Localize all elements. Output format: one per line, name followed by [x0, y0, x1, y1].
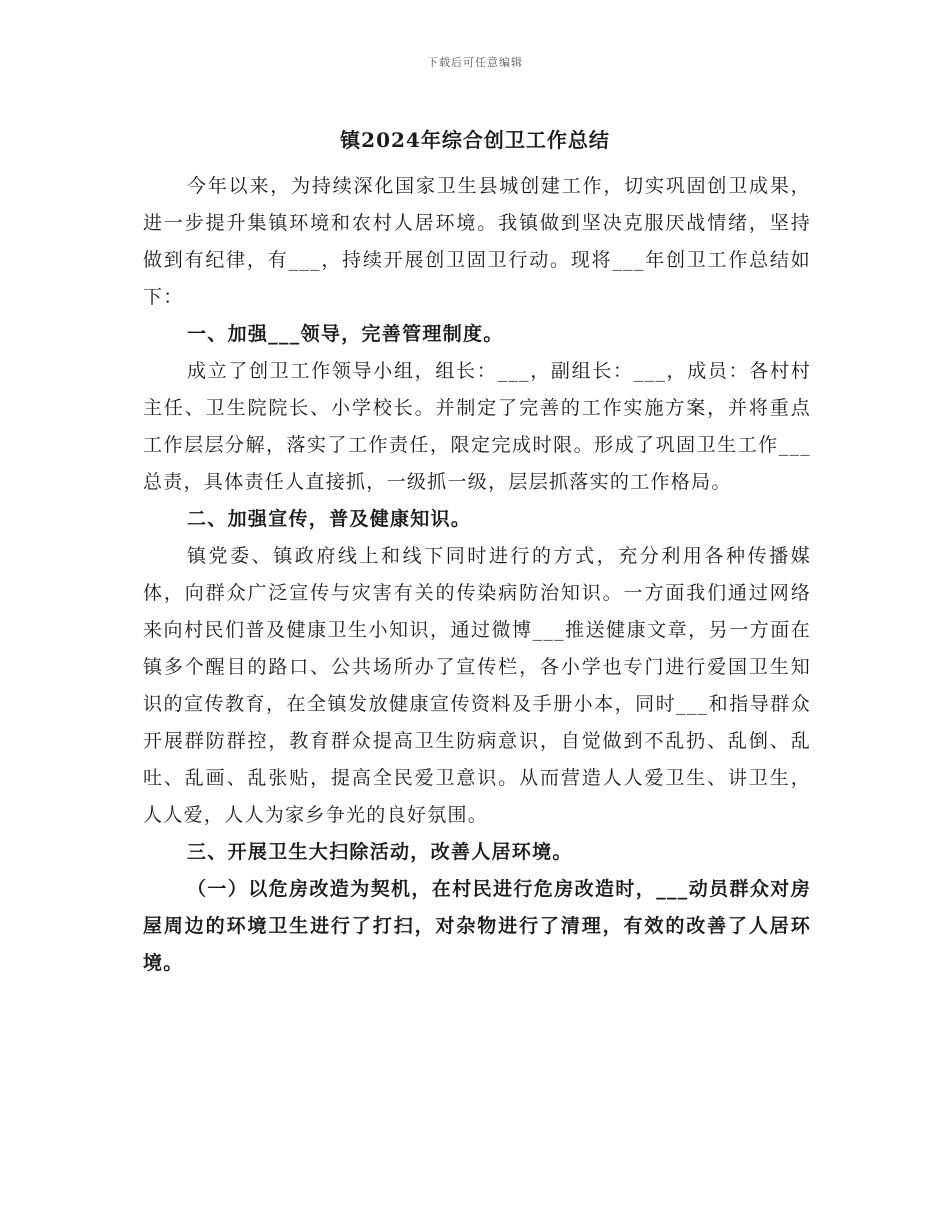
paragraph-leadership: 成立了创卫工作领导小组，组长：___，副组长：___，成员：各村村主任、卫生院院长、小学校长。并制定了完善的工作实施方案，并将重点工作层层分解，落实了工作责任，限定完成时限。形成了巩固卫生工作___总责，具体责任人直接抓，一级抓一级，层层抓落实的工作格局。 — [143, 360, 811, 493]
section-heading-1: 一、加强___领导，完善管理制度。 — [187, 323, 504, 345]
document-title: 镇2024年综合创卫工作总结 — [340, 128, 610, 152]
paragraph-intro: 今年以来，为持续深化国家卫生县城创建工作，切实巩固创卫成果，进一步提升集镇环境和农村人居环境。我镇做到坚决克服厌战情绪，坚持做到有纪律，有___，持续开展创卫固卫行动。现将___年创卫工作总结如下： — [143, 175, 811, 308]
paragraph-subsection-1: （一）以危房改造为契机，在村民进行危房改造时，___动员群众对房屋周边的环境卫生进行了打扫，对杂物进行了清理，有效的改善了人居环境。 — [143, 878, 811, 974]
header-note: 下载后可任意编辑 — [427, 56, 523, 69]
section-heading-3: 三、开展卫生大扫除活动，改善人居环境。 — [187, 841, 573, 863]
document-body — [143, 168, 811, 982]
paragraph-publicity: 镇党委、镇政府线上和线下同时进行的方式，充分利用各种传播媒体，向群众广泛宣传与灾害有关的传染病防治知识。一方面我们通过网络来向村民们普及健康卫生小知识，通过微博___推送健康文章，另一方面在镇多个醒目的路口、公共场所办了宣传栏，各小学也专门进行爱国卫生知识的宣传教育，在全镇发放健康宣传资料及手册小本，同时___和指导群众开展群防群控，教育群众提高卫生防病意识，自觉做到不乱扔、乱倒、乱吐、乱画、乱张贴，提高全民爱卫意识。从而营造人人爱卫生、讲卫生，人人爱，人人为家乡争光的良好氛围。 — [143, 545, 811, 826]
section-heading-2: 二、加强宣传，普及健康知识。 — [187, 508, 472, 530]
